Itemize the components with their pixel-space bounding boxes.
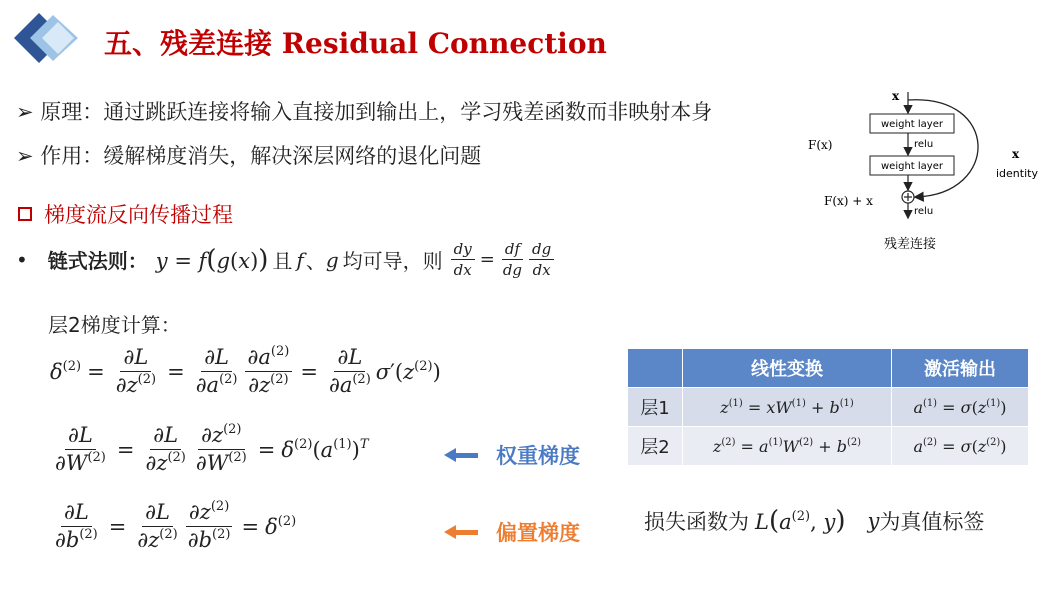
page-title	[104, 22, 607, 62]
section-heading	[18, 199, 233, 229]
title-en: Residual Connection	[281, 27, 607, 60]
chain-rule-text3: 均可导，则	[342, 249, 443, 273]
svg-text:weight layer: weight layer	[881, 119, 943, 130]
loss-function-text	[644, 506, 984, 536]
table-row	[628, 427, 1029, 466]
delta-equation: $\delta^{(2)}$ = $\frac{\partial L}{\partial z^{(2)}}$ = $\frac{\partial L}{\partial a^{(2)}}$ $\frac{\partial a^{(2)}}{\partial z^{(2)}}$ = $\frac{\partial L}{\partial a^{(2)}}$ $\sigma'(z^{(2)})$	[50, 343, 441, 398]
layer-table	[627, 348, 1029, 466]
logo-icon	[8, 8, 86, 68]
diagram-caption: 残差连接	[883, 237, 937, 252]
table-cell-linear: $z^{(2)} = a^{(1)}W^{(2)} + b^{(2)}$	[683, 427, 892, 466]
bullet-effect	[16, 140, 481, 170]
loss-suffix: 为真值标签	[879, 510, 985, 534]
residual-block-diagram	[800, 84, 1050, 259]
svg-text:relu: relu	[914, 206, 934, 217]
var-f: f	[296, 247, 304, 272]
chain-rule-label: 链式法则：	[47, 249, 148, 273]
bias-gradient-equation: $\frac{\partial L}{\partial b^{(2)}}$ = $\frac{\partial L}{\partial z^{(2)}}$ $\frac{\partial z^{(2)}}{\partial b^{(2)}}$ = $\delta^{(2)}$	[55, 498, 297, 553]
arrow-bullet-icon: ➢	[16, 100, 34, 124]
bias-gradient-annotation	[444, 517, 580, 547]
loss-prefix: 损失函数为	[644, 510, 749, 534]
table-cell-layer: 层2	[628, 427, 683, 466]
bias-gradient-label: 偏置梯度	[496, 521, 580, 545]
table-cell-layer: 层1	[628, 388, 683, 427]
var-y: y	[867, 509, 880, 533]
layer2-label: 层2梯度计算：	[48, 313, 181, 337]
chain-rule	[16, 240, 556, 279]
var-g: g	[325, 247, 339, 272]
loss-formula: $L(a^{(2)}$, y)	[755, 506, 846, 536]
diagram-x-identity: x	[1012, 147, 1020, 161]
diagram-identity: identity	[996, 167, 1038, 180]
chain-rule-text2: 、	[305, 249, 326, 273]
chain-rule-formula: y = f(g(x))	[155, 244, 269, 275]
bullet-principle-text: 原理：通过跳跃连接将输入直接加到输出上，学习残差函数而非映射本身	[40, 100, 713, 124]
table-header-linear: 线性变换	[683, 349, 892, 388]
diagram-fx: F(x)	[808, 138, 833, 152]
dot-bullet-icon: •	[16, 247, 28, 272]
bullet-effect-text: 作用：缓解梯度消失，解决深层网络的退化问题	[40, 144, 482, 168]
title-cn: 五、残差连接	[104, 27, 273, 60]
arrow-bullet-icon: ➢	[16, 144, 34, 168]
chain-rule-text1: 且	[272, 249, 293, 273]
bullet-principle	[16, 96, 712, 126]
table-header-row	[628, 349, 1029, 388]
weight-gradient-equation: $\frac{\partial L}{\partial W^{(2)}}$ = $\frac{\partial L}{\partial z^{(2)}}$ $\frac{\partial z^{(2)}}{\partial W^{(2)}}$ = $\delta^{(2)}(a^{(1)})^T$	[55, 421, 369, 476]
table-cell-activation: $a^{(1)} = \sigma(z^{(1)})$	[892, 388, 1029, 427]
table-row	[628, 388, 1029, 427]
diagram-fx-plus-x: F(x) + x	[824, 194, 873, 208]
svg-text:weight layer: weight layer	[881, 161, 943, 172]
section-heading-text: 梯度流反向传播过程	[44, 203, 233, 227]
weight-gradient-annotation	[444, 440, 580, 470]
svg-text:relu: relu	[914, 139, 934, 150]
weight-gradient-label: 权重梯度	[496, 444, 580, 468]
table-cell-linear: $z^{(1)} = xW^{(1)} + b^{(1)}$	[683, 388, 892, 427]
square-bullet-icon	[18, 207, 32, 221]
diagram-x-top: x	[892, 89, 900, 103]
left-arrow-icon	[444, 448, 478, 462]
left-arrow-icon	[444, 525, 478, 539]
table-cell-activation: $a^{(2)} = \sigma(z^{(2)})$	[892, 427, 1029, 466]
table-header-empty	[628, 349, 683, 388]
chain-rule-derivative: $\frac{dy}{dx}$ = $\frac{df}{dg}$ $\frac{dg}{dx}$	[449, 240, 557, 279]
table-header-activation: 激活输出	[892, 349, 1029, 388]
